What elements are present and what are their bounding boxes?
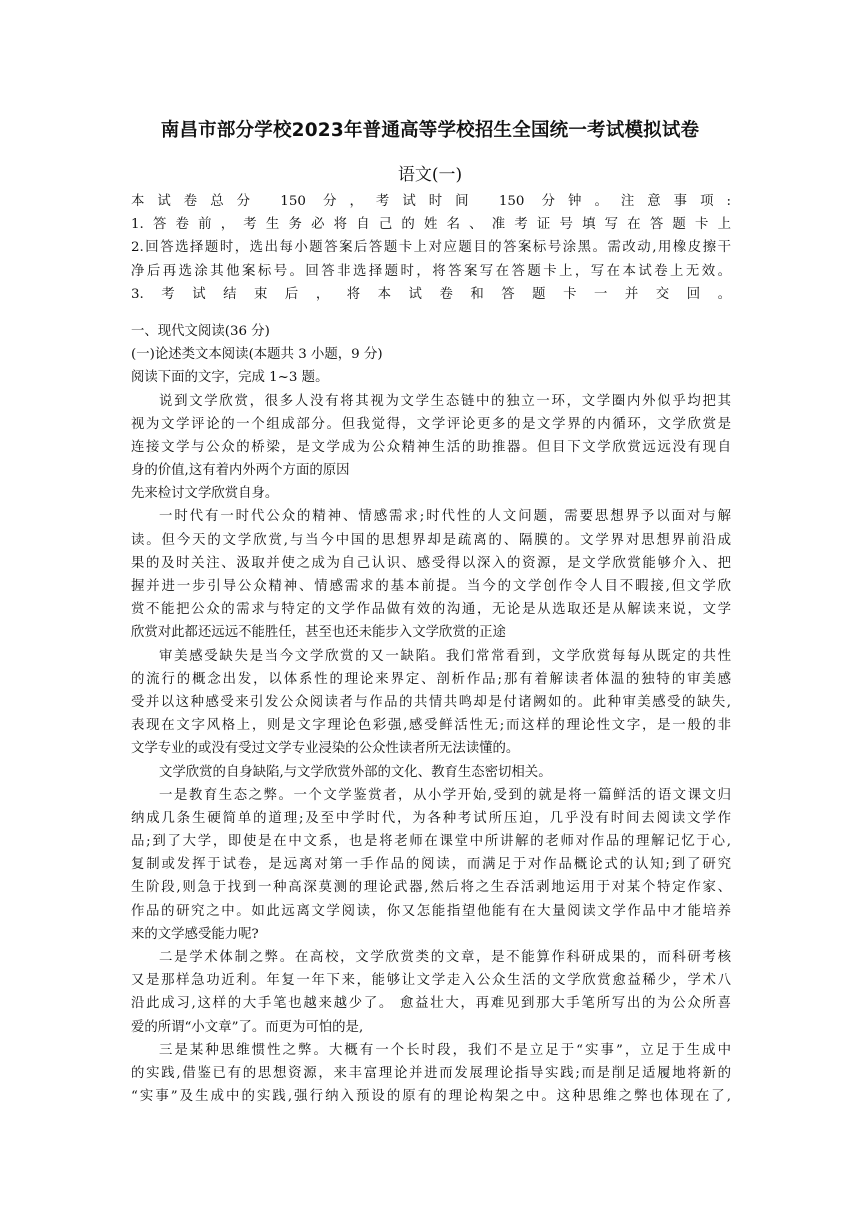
paragraph-line: 身的价值,这有着内外两个方面的原因 bbox=[131, 463, 350, 479]
article-paragraph bbox=[131, 946, 731, 1039]
paragraph-line: 又是那样急功近利。年复一年下来，能够让文学走入公众生活的文学欣赏愈益稀少，学术八 bbox=[131, 973, 731, 989]
paragraph-line: 品;到了大学，即使是在中文系，也是将老师在课堂中所讲解的老师对作品的理解记忆于心, bbox=[131, 834, 731, 850]
article-paragraph bbox=[131, 390, 731, 483]
paragraph-line: 受并以这种感受来引发公众阅读者与作品的共情共鸣却是付诸阙如的。此种审美感受的缺失, bbox=[131, 694, 731, 710]
article-paragraph bbox=[131, 1039, 731, 1109]
instruction-line: 1.答卷前，考生务必将自己的姓名、准考证号填写在答题卡上 bbox=[131, 217, 731, 233]
section-gap bbox=[131, 306, 731, 320]
paragraph-line: 文学欣赏的自身缺陷,与文学欣赏外部的文化、教育生态密切相关。 bbox=[159, 764, 552, 780]
paragraph-line: 读。但今天的文学欣赏,与当今中国的思想界却是疏离的、隔膜的。文学界对思想界前沿成 bbox=[131, 532, 731, 548]
instruction-line: 本试卷总分 150 分，考试时间 150 分钟。注意事项: bbox=[131, 194, 731, 209]
paragraph-line: 审美感受缺失是当今文学欣赏的又一缺陷。我们常常看到，文学欣赏每每从既定的共性 bbox=[159, 648, 731, 664]
paragraph-line: 表现在文字风格上，则是文字理论色彩强,感受鲜活性无;而这样的理论性文字，是一般的非 bbox=[131, 718, 731, 734]
paragraph-line: 三是某种思维惯性之弊。大概有一个长时段，我们不是立足于“实事”，立足于生成中 bbox=[159, 1042, 731, 1058]
paragraph-line: 先来检讨文学欣赏自身。 bbox=[131, 486, 279, 502]
article-paragraph bbox=[131, 784, 731, 946]
instruction-line: 3.考试结束后，将本试卷和答题卡一并交回。 bbox=[131, 286, 731, 302]
exam-body bbox=[131, 190, 731, 1108]
paragraph-line: 生阶段,则急于找到一种高深莫测的理论武器,然后将之生吞活剥地运用于对某个特定作家、 bbox=[131, 880, 731, 896]
instruction-line: 净后再选涂其他案标号。回答非选择题时，将答案写在答题卡上，写在本试卷上无效。 bbox=[131, 263, 731, 279]
paragraph-line: 的实践,借鉴已有的思想资源，来丰富理论并进而发展理论指导实践;而是削足适履地将新的 bbox=[131, 1065, 731, 1081]
paragraph-line: 一时代有一时代公众的精神、情感需求;时代性的人文问题，需要思想界予以面对与解 bbox=[159, 509, 731, 525]
paragraph-line: 作品的研究之中。如此远离文学阅读，你又怎能指望他能有在大量阅读文学作品中才能培养 bbox=[131, 903, 731, 919]
paragraph-line: 赏不能把公众的需求与特定的文学作品做有效的沟通，无论是从选取还是从解读来说，文学 bbox=[131, 602, 731, 618]
paragraph-line: 爱的所谓“小文章”了。而更为可怕的是, bbox=[131, 1019, 364, 1035]
paragraph-line: 握并进一步引导公众精神、情感需求的基本前提。当今的文学创作令人目不暇接,但文学欣 bbox=[131, 579, 731, 594]
paragraph-line: “实事”及生成中的实践,强行纳入预设的原有的理论构架之中。这种思维之弊也体现在了, bbox=[131, 1089, 731, 1105]
article-paragraph bbox=[131, 482, 731, 505]
paragraph-line: 文学专业的或没有受过文学专业浸染的公众性读者所无法读懂的。 bbox=[131, 741, 520, 757]
paragraph-line: 来的文学感受能力呢? bbox=[131, 926, 259, 942]
instruction-line: 2.回答选择题时，选出每小题答案后答题卡上对应题目的答案标号涂黑。需改动,用橡皮擦干 bbox=[131, 240, 731, 256]
section-heading: 一、现代文阅读(36 分) bbox=[131, 323, 270, 339]
paragraph-line: 果的及时关注、汲取并使之成为自己认识、感受得以深入的资源，是文学欣赏能够介入、把 bbox=[131, 555, 731, 571]
subsection-heading: (一)论述类文本阅读(本题共 3 小题，9 分) bbox=[131, 347, 383, 363]
article-paragraph bbox=[131, 761, 731, 784]
paragraph-line: 二是学术体制之弊。在高校，文学欣赏类的文章，是不能算作科研成果的，而科研考核 bbox=[159, 950, 731, 965]
paragraph-line: 连接文学与公众的桥梁，是文学成为公众精神生活的助推器。但目下文学欣赏远远没有现自 bbox=[131, 439, 731, 455]
paragraph-line: 复制或发挥于试卷，是远离对第一手作品的阅读，而满足于对作品概论式的认知;到了研究 bbox=[131, 857, 731, 873]
paragraph-line: 说到文学欣赏，很多人没有将其视为文学生态链中的独立一环，文学圈内外似乎均把其 bbox=[159, 393, 731, 409]
paragraph-line: 纳成几条生硬简单的道理;及至中学时代，为各种考试所压迫，几乎没有时间去阅读文学作 bbox=[131, 810, 731, 826]
exam-subtitle: 语文(一) bbox=[397, 165, 463, 185]
exam-title: 南昌市部分学校2023年普通高等学校招生全国统一考试模拟试卷 bbox=[160, 120, 700, 141]
reading-prompt: 阅读下面的文字，完成 1~3 题。 bbox=[131, 370, 329, 386]
article-paragraph bbox=[131, 505, 731, 644]
paragraph-line: 的流行的概念出发，以体系性的理论来界定、剖析作品;那有着解读者体温的独特的审美感 bbox=[131, 671, 731, 687]
paragraph-line: 视为文学评论的一个组成部分。但我觉得，文学评论更多的是文学界的内循环，文学欣赏是 bbox=[131, 416, 731, 432]
paragraph-line: 沿此成习,这样的大手笔也越来越少了。 愈益壮大，再难见到那大手笔所写出的为公众所喜 bbox=[131, 996, 731, 1012]
paragraph-line: 一是教育生态之弊。一个文学鉴赏者，从小学开始,受到的就是将一篇鲜活的语文课文归 bbox=[159, 787, 731, 803]
article-paragraph bbox=[131, 645, 731, 761]
paragraph-line: 欣赏对此都还远远不能胜任，甚至也还未能步入文学欣赏的正途 bbox=[131, 625, 506, 641]
